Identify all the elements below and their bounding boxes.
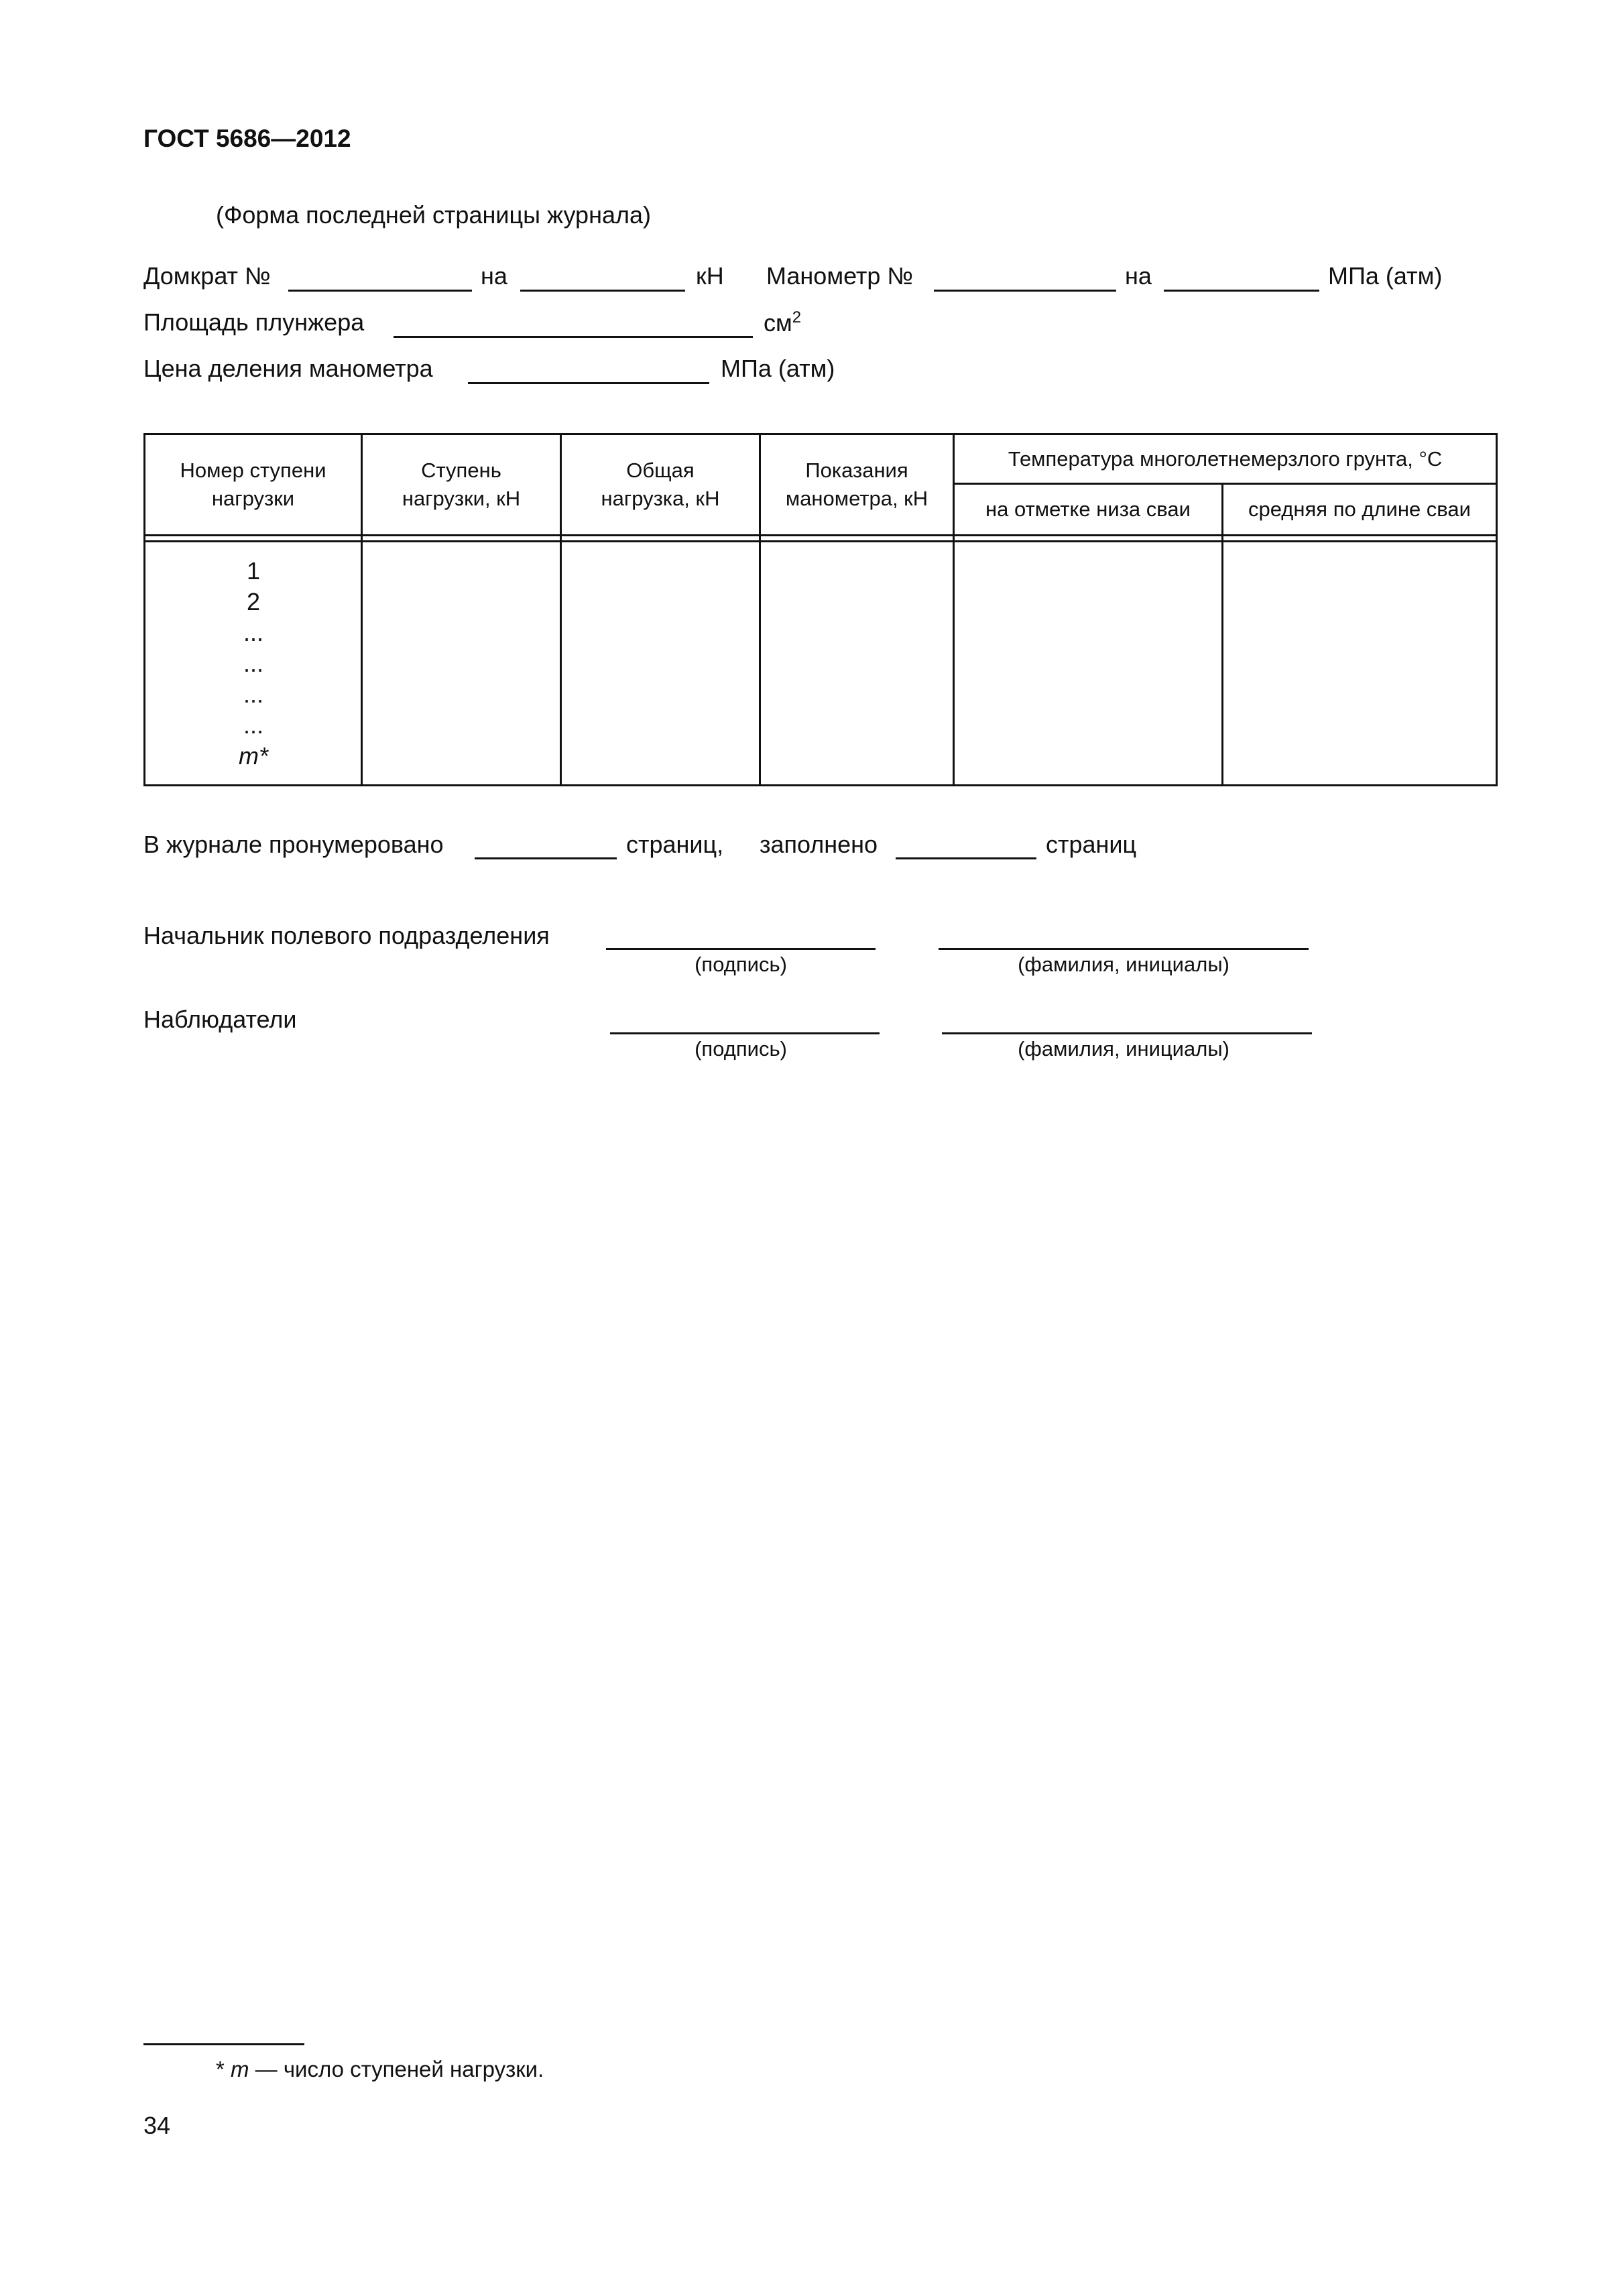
manometer-range-blank[interactable] <box>1164 290 1319 292</box>
pages-label-2: страниц <box>1046 831 1137 858</box>
name-caption: (фамилия, инициалы) <box>1018 1037 1229 1061</box>
footnote-rule <box>143 2043 304 2045</box>
observers-label: Наблюдатели <box>143 1006 297 1033</box>
name-caption: (фамилия, инициалы) <box>1018 953 1229 976</box>
na-label-2: на <box>1125 262 1152 290</box>
mpa-unit-1: МПа (атм) <box>1328 262 1443 290</box>
header-load-step: Ступень нагрузки, кН <box>402 459 521 510</box>
jack-label: Домкрат № <box>143 262 271 290</box>
header-temp-pile-avg: средняя по длине сваи <box>1248 497 1471 521</box>
header-step-number: Номер ступени нагрузки <box>180 459 326 510</box>
kn-unit: кН <box>696 262 724 290</box>
filled-label: заполнено <box>760 831 878 858</box>
header-total-load: Общая нагрузка, кН <box>601 459 720 510</box>
jack-capacity-blank[interactable] <box>520 290 685 292</box>
header-manometer-reading: Показания манометра, кН <box>785 459 928 510</box>
plunger-area-label: Площадь плунжера <box>143 308 365 336</box>
header-bottom-line-2 <box>145 540 1496 542</box>
footnote-var: m <box>231 2057 249 2081</box>
head-signature-blank[interactable] <box>606 948 876 950</box>
cm-unit <box>764 308 801 337</box>
list-item: ... <box>243 680 263 708</box>
document-code: ГОСТ 5686—2012 <box>143 125 351 152</box>
load-table <box>143 433 1498 786</box>
observers-name-blank[interactable] <box>942 1032 1312 1034</box>
cm-unit-sup: 2 <box>792 308 802 326</box>
list-item-last <box>145 741 361 772</box>
signature-caption: (подпись) <box>695 1037 787 1061</box>
head-name-blank[interactable] <box>939 948 1309 950</box>
jack-number-blank[interactable] <box>288 290 472 292</box>
footnote-star: * <box>216 2057 231 2081</box>
footnote-text: — число ступеней нагрузки. <box>249 2057 544 2081</box>
observers-signature-blank[interactable] <box>610 1032 880 1034</box>
header-temp-pile-bottom: на отметке низа сваи <box>985 497 1191 521</box>
division-price-label: Цена деления манометра <box>143 355 433 382</box>
list-item: ... <box>243 711 263 739</box>
header-temperature: Температура многолетнемерзлого грунта, °С <box>1008 446 1443 471</box>
step-number-list <box>145 556 361 772</box>
list-item: 1 <box>246 557 261 585</box>
manometer-number-blank[interactable] <box>934 290 1116 292</box>
list-item: ... <box>243 619 263 646</box>
head-of-unit-label: Начальник полевого подразделения <box>143 922 550 949</box>
list-item: ... <box>243 650 263 677</box>
filled-pages-blank[interactable] <box>896 857 1036 859</box>
numbered-label: В журнале пронумеровано <box>143 831 444 858</box>
signature-caption: (подпись) <box>695 953 787 976</box>
division-price-blank[interactable] <box>468 382 709 384</box>
form-title: (Форма последней страницы журнала) <box>216 201 651 229</box>
list-item: 2 <box>246 588 261 615</box>
page-number: 34 <box>143 2112 171 2139</box>
header-bottom-line <box>145 534 1496 536</box>
last-step-symbol: m* <box>239 742 268 770</box>
mpa-unit-2: МПа (атм) <box>721 355 835 382</box>
na-label-1: на <box>481 262 507 290</box>
numbered-pages-blank[interactable] <box>475 857 617 859</box>
pages-label-1: страниц, <box>626 831 724 858</box>
manometer-label: Манометр № <box>766 262 914 290</box>
plunger-area-blank[interactable] <box>394 336 753 338</box>
cm-unit-text: см <box>764 309 792 337</box>
footnote <box>216 2057 544 2082</box>
